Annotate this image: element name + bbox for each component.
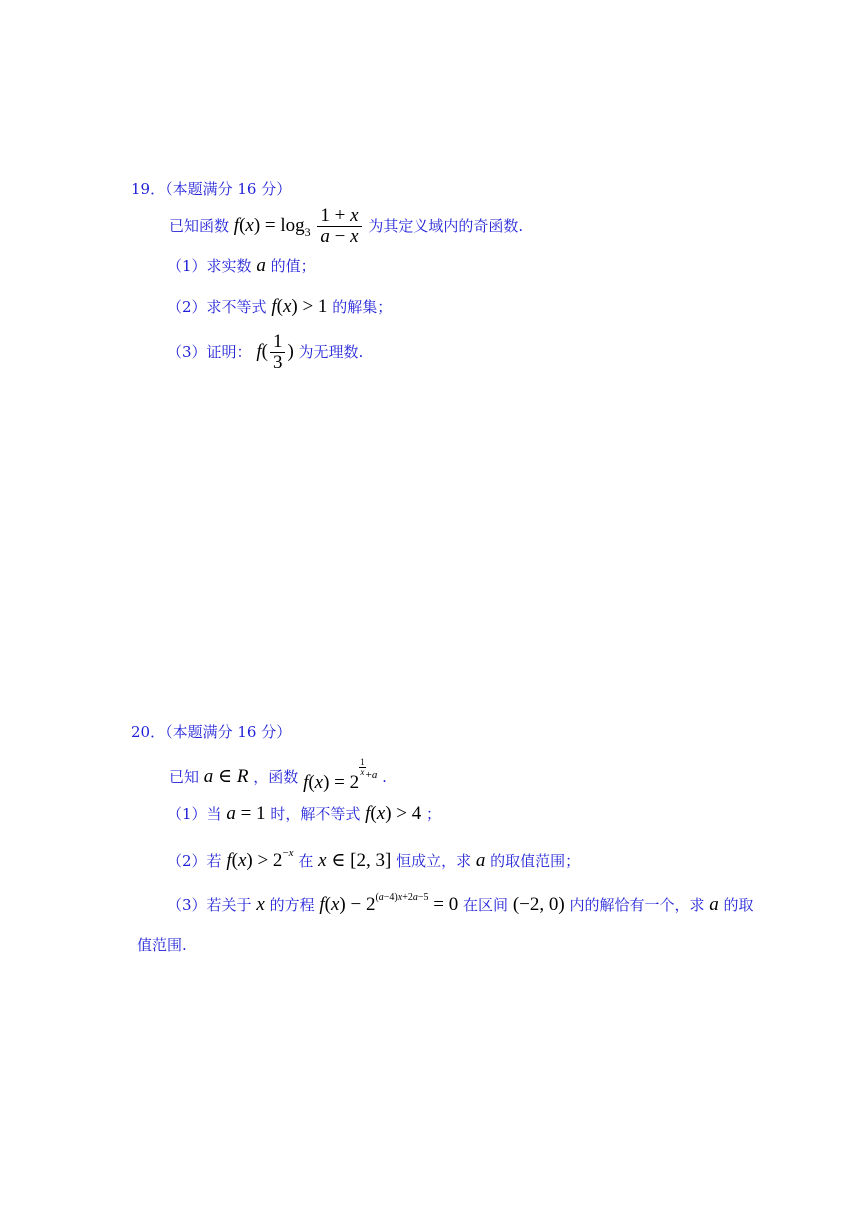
q20-part3-wrap: [137, 934, 187, 955]
q20-part3-mid2: 在区间: [463, 896, 509, 914]
q20-part2-end: 的取值范围；: [490, 852, 581, 870]
q19-part1-label: （1）: [167, 257, 207, 275]
q19-stem-post: 为其定义域内的奇函数.: [368, 216, 524, 235]
q20-part2-label: （2）: [167, 852, 207, 870]
q20-score: （本题满分 16 分）: [165, 723, 292, 741]
q20-number: 20．: [131, 723, 166, 741]
q20-part2-mid: 在: [298, 852, 314, 870]
q19-part3-expression: f( $\frac{1}{3}$ ): [256, 331, 299, 373]
q19-header: [131, 178, 291, 199]
q20-part3-mid1: 的方程: [269, 896, 315, 914]
q20-part3-interval: (−2, 0): [512, 894, 565, 915]
q20-part1-condition: a = 1: [226, 803, 266, 824]
q19-part2-text: 求不等式: [206, 298, 267, 316]
q20-part3-mid3: 内的解恰有一个，求: [569, 896, 705, 914]
q20-part1-pre: 当: [206, 805, 222, 823]
q20-function-formula: f(x) = 2 $\frac{1}{x}$ $^{+a}$: [303, 757, 378, 793]
q19-part3-post: 为无理数.: [298, 342, 364, 361]
q19-part3-text: 证明：: [206, 342, 252, 361]
q19-part2-label: （2）: [167, 298, 207, 316]
q20-part2: [167, 847, 580, 872]
q20-part3-equation: $f(x) - 2^{(a-4)x+2a-5} = 0$: [319, 892, 459, 915]
q19-part2: [167, 296, 392, 318]
q19-part3-label: （3）: [167, 342, 207, 361]
q20-part3: [167, 892, 754, 916]
q20-stem-mid: ，函数: [253, 768, 299, 786]
q19-part3: [167, 332, 363, 373]
q20-part3-wrap-text: 值范围.: [137, 936, 187, 954]
q20-part3-var-x: x: [256, 894, 265, 915]
q20-part2-post: 恒成立，求: [396, 852, 472, 870]
q19-part1-text: 求实数: [206, 257, 252, 275]
q20-part1-label: （1）: [167, 805, 207, 823]
q19-part2-post: 的解集；: [332, 298, 393, 316]
q19-stem: [169, 206, 523, 247]
q19-score: （本题满分 16 分）: [165, 180, 292, 198]
q19-part2-inequality: f(x) > 1: [271, 296, 328, 317]
q20-part3-pre: 若关于: [206, 896, 252, 914]
q19-part1-var-a: a: [256, 255, 266, 276]
q20-condition: a ∈ R: [203, 766, 249, 787]
q20-part1-post: ；: [426, 805, 442, 823]
q19-function-formula: $f(x) = \log_3$ $\frac{1 + x}{a - x}$: [234, 215, 369, 236]
q20-stem-post: .: [382, 768, 387, 786]
q20-part2-pre: 若: [206, 852, 222, 870]
q20-part1-inequality: f(x) > 4: [365, 803, 422, 824]
q19-part1: [167, 255, 316, 277]
q20-part2-inequality: $f(x) > 2^{-x}$: [226, 847, 294, 871]
q20-part1-mid: 时，解不等式: [270, 805, 361, 823]
q20-part3-label: （3）: [167, 896, 207, 914]
q20-part2-interval: x ∈ [2, 3]: [318, 850, 392, 871]
q20-part2-var-a: a: [475, 850, 486, 871]
q20-stem: [169, 758, 387, 794]
q20-part3-end: 的取: [723, 896, 754, 914]
q20-header: [131, 721, 291, 742]
q20-stem-pre: 已知: [169, 768, 200, 786]
q19-number: 19．: [131, 180, 166, 198]
q20-part3-var-a: a: [709, 894, 719, 915]
q19-stem-pre: 已知函数: [169, 216, 230, 235]
q19-part1-post: 的值；: [270, 257, 316, 275]
q20-part1: [167, 803, 441, 825]
